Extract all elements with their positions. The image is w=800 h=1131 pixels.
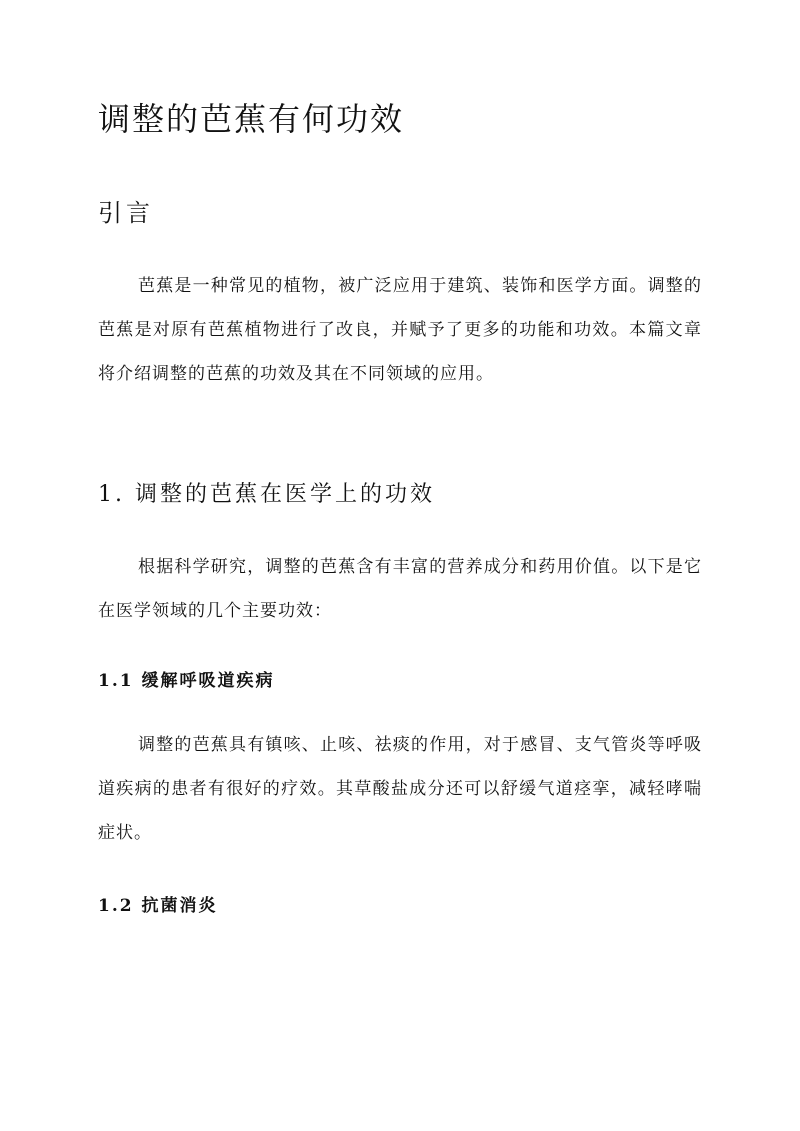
subsection-1-1-paragraph: 调整的芭蕉具有镇咳、止咳、祛痰的作用，对于感冒、支气管炎等呼吸道疾病的患者有很好的疗效。其草酸盐成分还可以舒缓气道痉挛，减轻哮喘症状。 <box>98 735 702 843</box>
document-title: 调整的芭蕉有何功效 <box>98 100 405 138</box>
subsection-1-2-heading: 1.2 抗菌消炎 <box>98 896 218 916</box>
section-1-paragraph: 根据科学研究，调整的芭蕉含有丰富的营养成分和药用价值。以下是它在医学领域的几个主要功效： <box>98 557 702 621</box>
subsection-1-1-heading: 1.1 缓解呼吸道疾病 <box>98 671 275 691</box>
intro-heading: 引言 <box>98 199 154 227</box>
intro-paragraph: 芭蕉是一种常见的植物，被广泛应用于建筑、装饰和医学方面。调整的芭蕉是对原有芭蕉植物进行了改良，并赋予了更多的功能和功效。本篇文章将介绍调整的芭蕉的功效及其在不同领域的应用。 <box>98 276 702 384</box>
section-1-heading: 1. 调整的芭蕉在医学上的功效 <box>98 482 435 507</box>
